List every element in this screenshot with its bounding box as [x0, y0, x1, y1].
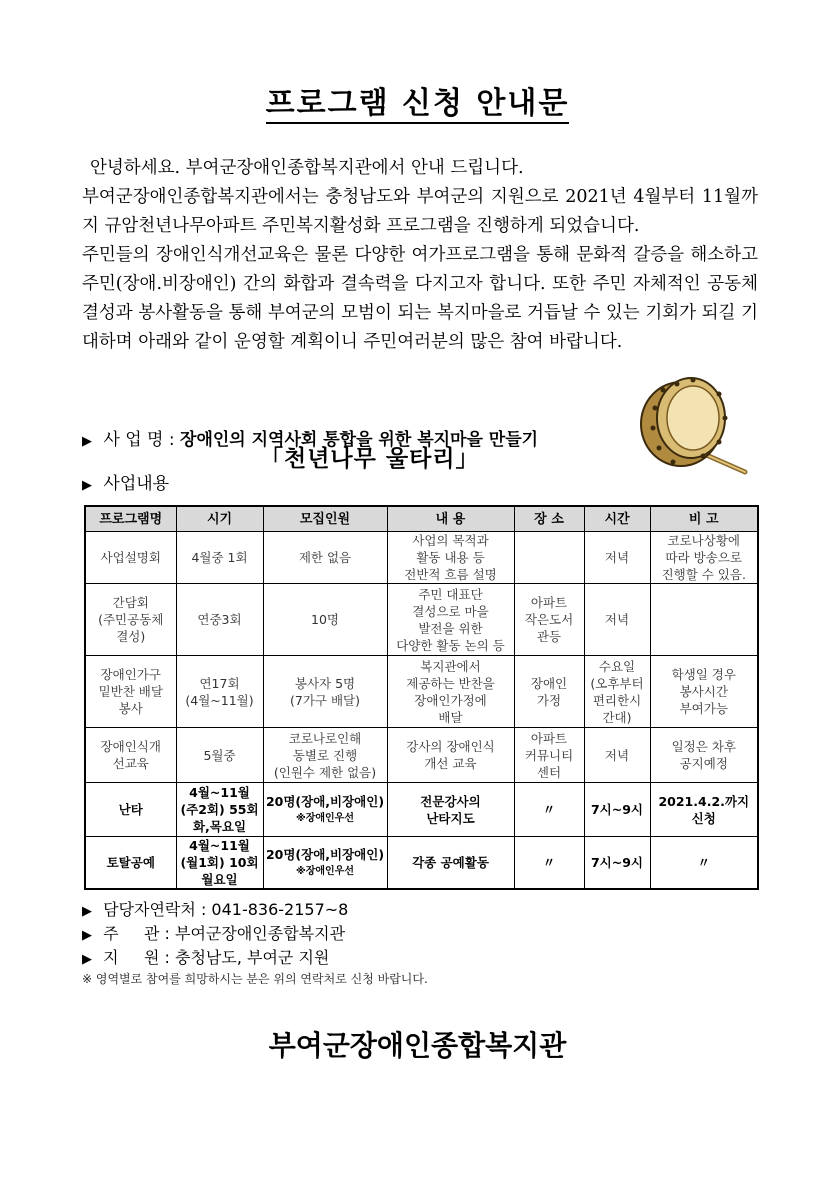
organizer-value: : 부여군장애인종합복지관 — [164, 924, 346, 943]
table-cell-name: 장애인가구 밑반찬 배달 봉사 — [85, 656, 176, 728]
table-cell-recruit: 제한 없음 — [263, 532, 387, 584]
table-cell-name: 토탈공예 — [85, 837, 176, 890]
table-cell-content: 사업의 목적과 활동 내용 등 전반적 흐름 설명 — [387, 532, 514, 584]
table-cell-time: 저녁 — [584, 728, 650, 783]
table-cell-time: 수요일 (오후부터 편리한시 간대) — [584, 656, 650, 728]
support-line — [82, 945, 329, 968]
table-cell-note: 2021.4.2.까지 신청 — [650, 783, 758, 837]
project-subtitle: 「천년나무 울타리」 — [260, 445, 480, 472]
table-cell-name: 난타 — [85, 783, 176, 837]
table-cell-period: 4월중 1회 — [176, 532, 263, 584]
table-cell-note: 〃 — [650, 837, 758, 890]
table-cell-name: 간담회 (주민공동체 결성) — [85, 584, 176, 656]
table-cell-place: 〃 — [514, 783, 584, 837]
table-cell-content: 전문강사의 난타지도 — [387, 783, 514, 837]
bullet-icon: ▶ — [82, 904, 92, 919]
table-row — [85, 584, 758, 656]
table-cell-content: 각종 공예활동 — [387, 837, 514, 890]
table-cell-recruit: 20명(장애,비장애인) ※장애인우선 — [263, 837, 387, 890]
bullet-icon: ▶ — [82, 478, 92, 493]
col-header: 장 소 — [514, 506, 584, 532]
recruit-priority-note: ※장애인우선 — [295, 865, 355, 877]
project-name: 장애인의 지역사회 통합을 위한 복지마을 만들기 — [180, 430, 539, 450]
table-cell-note: 일정은 차후 공지예정 — [650, 728, 758, 783]
col-header: 내 용 — [387, 506, 514, 532]
table-cell-time: 7시~9시 — [584, 837, 650, 890]
recruit-priority-note: ※장애인우선 — [295, 812, 355, 824]
table-row — [85, 837, 758, 890]
table-cell-note: 학생일 경우 봉사시간 부여가능 — [650, 656, 758, 728]
table-cell-period: 4월~11월 (월1회) 10회 월요일 — [176, 837, 263, 890]
intro-paragraph-1: 안녕하세요. 부여군장애인종합복지관에서 안내 드립니다. — [90, 158, 524, 178]
organization-name: 부여군장애인종합복지관 — [268, 1029, 567, 1062]
contact-label: 담당자연락처 — [103, 900, 196, 919]
col-header: 프로그램명 — [85, 506, 176, 532]
table-cell-place: 장애인 가정 — [514, 656, 584, 728]
page-title: 프로그램 신청 안내문 — [0, 78, 835, 122]
col-header: 시간 — [584, 506, 650, 532]
intro-paragraph-2: 부여군장애인종합복지관에서는 충청남도와 부여군의 지원으로 2021년 4월부터 11월까지 규암천년나무아파트 주민복지활성화 프로그램을 진행하게 되었습니다. — [82, 187, 758, 236]
table-row — [85, 783, 758, 837]
col-header: 모집인원 — [263, 506, 387, 532]
table-cell-period: 연17회 (4월~11월) — [176, 656, 263, 728]
col-header: 비 고 — [650, 506, 758, 532]
table-cell-content: 복지관에서 제공하는 반찬을 장애인가정에 배달 — [387, 656, 514, 728]
support-label: 지 원 — [103, 948, 160, 967]
table-cell-note: 코로나상황에 따라 방송으로 진행할 수 있음. — [650, 532, 758, 584]
intro-paragraph-3: 주민들의 장애인식개선교육은 물론 다양한 여가프로그램을 통해 문화적 갈증을 해소하고 주민(장애.비장애인) 간의 화합과 결속력을 다지고자 합니다. 또한 주민 자체적인 공동체 결성과 봉사활동을 통해 부여군의 모범이 되는 복지마을로 거듭날 수 있는 기회가 되길 기대하며 아래와 같이 운영할 계획이니 주민여러분의 많은 참여 바랍니다. — [82, 245, 758, 352]
table-cell-time: 저녁 — [584, 532, 650, 584]
bullet-icon: ▶ — [82, 952, 92, 967]
application-note: ※ 영역별로 참여를 희망하시는 분은 위의 연락처로 신청 바랍니다. — [82, 972, 428, 986]
project-content-line — [82, 469, 169, 494]
table-row — [85, 656, 758, 728]
table-cell-place: 〃 — [514, 837, 584, 890]
table-cell-name: 사업설명회 — [85, 532, 176, 584]
col-header: 시기 — [176, 506, 263, 532]
project-label: 사 업 명 : — [103, 430, 175, 450]
table-cell-place: 아파트 커뮤니티 센터 — [514, 728, 584, 783]
contact-line — [82, 897, 348, 920]
contact-value: : 041-836-2157~8 — [200, 900, 349, 919]
table-cell-content: 주민 대표단 결성으로 마을 발전을 위한 다양한 활동 논의 등 — [387, 584, 514, 656]
table-header-row — [85, 506, 758, 532]
table-cell-recruit: 봉사자 5명 (7가구 배달) — [263, 656, 387, 728]
table-cell-place — [514, 532, 584, 584]
table-cell-period: 연중3회 — [176, 584, 263, 656]
intro-text — [82, 154, 758, 357]
organizer-line — [82, 921, 345, 944]
table-cell-recruit: 코로나로인해 동별로 진행 (인원수 제한 없음) — [263, 728, 387, 783]
bullet-icon: ▶ — [82, 434, 92, 449]
table-cell-period: 4월~11월 (주2회) 55회 화,목요일 — [176, 783, 263, 837]
table-cell-name: 장애인식개 선교육 — [85, 728, 176, 783]
project-content-label: 사업내용 — [103, 474, 170, 494]
bullet-icon: ▶ — [82, 928, 92, 943]
table-cell-recruit: 10명 — [263, 584, 387, 656]
table-cell-note — [650, 584, 758, 656]
support-value: : 충청남도, 부여군 지원 — [164, 948, 330, 967]
table-cell-content: 강사의 장애인식 개선 교육 — [387, 728, 514, 783]
table-cell-time: 저녁 — [584, 584, 650, 656]
program-table — [84, 505, 759, 890]
table-cell-recruit: 20명(장애,비장애인) ※장애인우선 — [263, 783, 387, 837]
table-cell-time: 7시~9시 — [584, 783, 650, 837]
table-row — [85, 532, 758, 584]
table-cell-period: 5월중 — [176, 728, 263, 783]
table-cell-place: 아파트 작은도서 관등 — [514, 584, 584, 656]
drum-icon — [633, 368, 753, 478]
organizer-label: 주 관 — [103, 924, 160, 943]
table-row — [85, 728, 758, 783]
